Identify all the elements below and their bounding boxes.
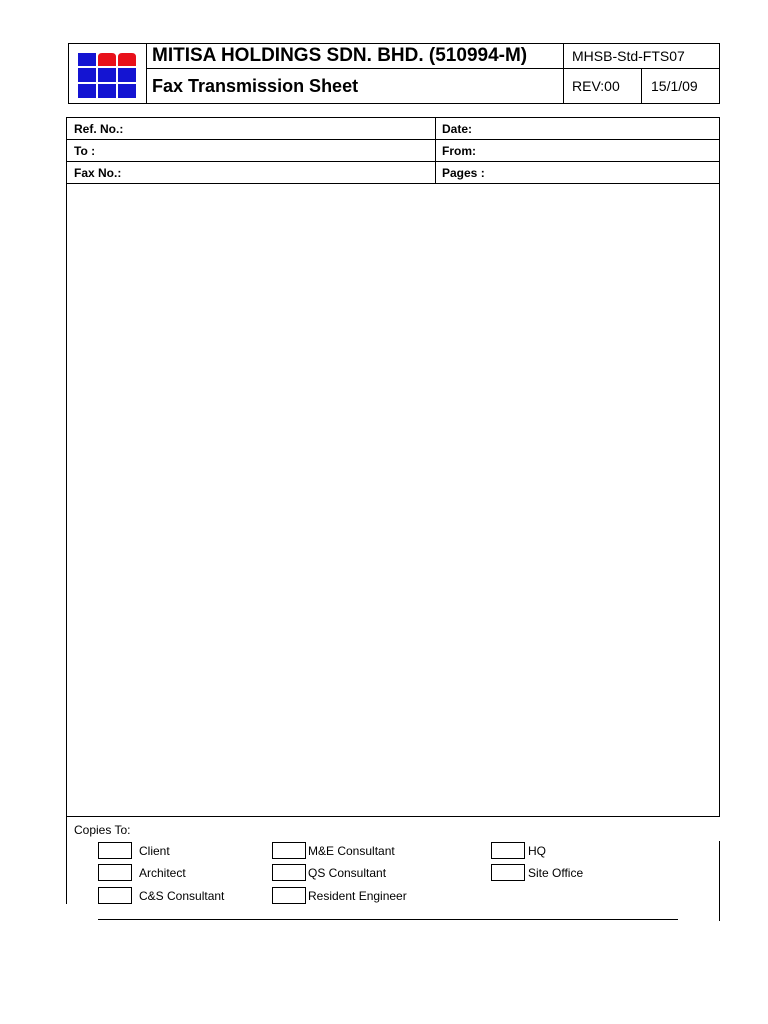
- logo-block: [118, 53, 136, 66]
- checkbox-label-site-office: Site Office: [528, 866, 584, 880]
- logo-block: [78, 84, 96, 98]
- checkbox-label-cs-consultant: C&S Consultant: [139, 889, 225, 903]
- revision-cell: [564, 69, 642, 103]
- checkbox-label-me-consultant: M&E Consultant: [308, 844, 395, 858]
- copies-bottom-border: [98, 919, 678, 920]
- copies-left-border: [66, 816, 67, 904]
- sheet-title: Fax Transmission Sheet: [152, 76, 359, 96]
- fax-form-table: [66, 117, 720, 817]
- checkbox-label-qs-consultant: QS Consultant: [308, 866, 387, 880]
- checkbox-client[interactable]: [98, 842, 132, 859]
- copies-to-label: Copies To:: [74, 823, 131, 837]
- company-name-cell: [147, 44, 564, 69]
- row-fax-pages: [67, 162, 719, 184]
- sheet-title-cell: [147, 69, 564, 103]
- checkbox-label-resident-engineer: Resident Engineer: [308, 889, 407, 903]
- logo-block: [118, 84, 136, 98]
- message-body-area[interactable]: [67, 184, 719, 816]
- logo-block: [78, 68, 96, 82]
- company-logo: [78, 53, 136, 98]
- doc-code-cell: [564, 44, 719, 69]
- checkbox-site-office[interactable]: [491, 864, 525, 881]
- logo-block: [98, 68, 116, 82]
- ref-no-label: Ref. No.:: [74, 122, 124, 136]
- issue-date-cell: [642, 69, 719, 103]
- date-label: Date:: [442, 122, 473, 136]
- fax-no-label: Fax No.:: [74, 166, 122, 180]
- logo-cell: [69, 44, 147, 103]
- checkbox-label-hq: HQ: [528, 844, 546, 858]
- checkbox-label-architect: Architect: [139, 866, 186, 880]
- checkbox-resident-engineer[interactable]: [272, 887, 306, 904]
- from-label: From:: [442, 144, 476, 158]
- pages-label: Pages :: [442, 166, 485, 180]
- checkbox-architect[interactable]: [98, 864, 132, 881]
- checkbox-qs-consultant[interactable]: [272, 864, 306, 881]
- logo-block: [98, 53, 116, 66]
- logo-block: [78, 53, 96, 66]
- checkbox-cs-consultant[interactable]: [98, 887, 132, 904]
- column-divider: [435, 118, 436, 184]
- checkbox-hq[interactable]: [491, 842, 525, 859]
- document-header: [68, 43, 720, 104]
- checkbox-me-consultant[interactable]: [272, 842, 306, 859]
- row-ref-date: [67, 118, 719, 140]
- issue-date: 15/1/09: [651, 78, 698, 94]
- checkbox-label-client: Client: [139, 844, 170, 858]
- copies-right-border: [719, 841, 720, 921]
- revision: REV:00: [572, 78, 620, 94]
- doc-code: MHSB-Std-FTS07: [572, 48, 685, 64]
- to-label: To :: [74, 144, 96, 158]
- logo-block: [118, 68, 136, 82]
- row-to-from: [67, 140, 719, 162]
- company-name: MITISA HOLDINGS SDN. BHD. (510994-M): [152, 45, 528, 66]
- logo-block: [98, 84, 116, 98]
- copies-section: [66, 816, 720, 921]
